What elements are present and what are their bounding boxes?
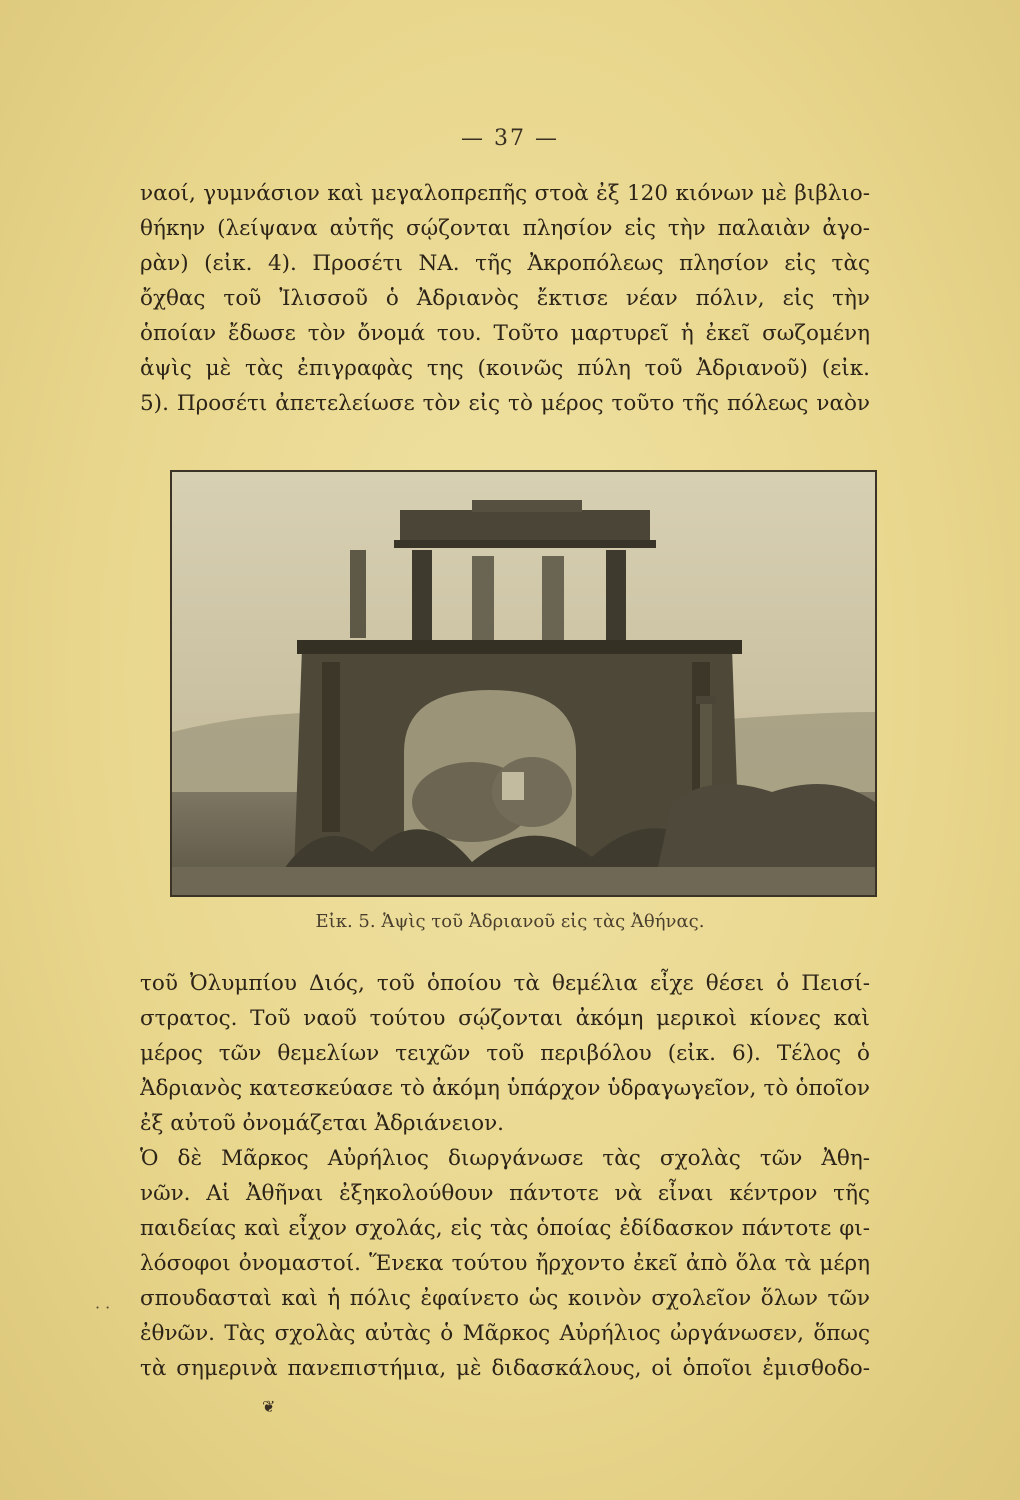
text-line: λόσοφοι ὀνομαστοί. Ἕνεκα τούτου ἤρχοντο ἐκεῖ ἀπὸ ὅλα τὰ μέρη (140, 1251, 870, 1276)
arch-photo-illustration (172, 472, 875, 895)
text-line: σπουδασταὶ καὶ ἡ πόλις ἐφαίνετο ὡς κοινὸν σχολεῖον ὅλων τῶν (140, 1286, 870, 1311)
text-line: ὄχθας τοῦ Ἰλισσοῦ ὁ Ἀδριανὸς ἔκτισε νέαν πόλιν, εἰς τὴν (140, 286, 870, 311)
figure-caption: Εἰκ. 5. Ἁψὶς τοῦ Ἀδριανοῦ εἰς τὰς Ἀθήνας. (315, 911, 705, 932)
text-line: ρὰν) (εἰκ. 4). Προσέτι ΝΑ. τῆς Ἀκροπόλεως πλησίον εἰς τὰς (140, 251, 870, 276)
text-line: 5). Προσέτι ἀπετελείωσε τὸν εἰς τὸ μέρος τοῦτο τῆς πόλεως ναὸν (140, 391, 870, 416)
text-line: μέρος τῶν θεμελίων τειχῶν τοῦ περιβόλου (εἰκ. 6). Τέλος ὁ (140, 1041, 870, 1066)
text-line: τὰ σημερινὰ πανεπιστήμια, μὲ διδασκάλους, οἱ ὁποῖοι ἐμισθοδο- (140, 1356, 870, 1381)
text-line: τοῦ Ὀλυμπίου Διός, τοῦ ὁποίου τὰ θεμέλια εἶχε θέσει ὁ Πεισί- (140, 971, 870, 996)
text-line: Ἀδριανὸς κατεσκεύασε τὸ ἀκόμη ὑπάρχον ὑδραγωγεῖον, τὸ ὁποῖον (140, 1076, 870, 1101)
text-line: θήκην (λείψανα αὐτῆς σῴζονται πλησίον εἰς τὴν παλαιὰν ἀγο- (140, 216, 870, 241)
text-line: ὁποίαν ἔδωσε τὸν ὄνομά του. Τοῦτο μαρτυρεῖ ἡ ἐκεῖ σωζομένη (140, 321, 870, 346)
text-line: στρατος. Τοῦ ναοῦ τούτου σῴζονται ἀκόμη μερικοὶ κίονες καὶ (140, 1006, 870, 1031)
text-line: Ὁ δὲ Μᾶρκος Αὐρήλιος διωργάνωσε τὰς σχολὰς τῶν Ἀθη- (140, 1146, 870, 1171)
paragraph-1 (140, 176, 870, 421)
page-number: — 37 — (461, 126, 559, 151)
text-line: ἁψὶς μὲ τὰς ἐπιγραφὰς της (κοινῶς πύλη τοῦ Ἀδριανοῦ) (εἰκ. (140, 356, 870, 381)
text-line: ἐθνῶν. Τὰς σχολὰς αὐτὰς ὁ Μᾶρκος Αὐρήλιος ὠργάνωσεν, ὅπως (140, 1321, 870, 1346)
text-line: παιδείας καὶ εἶχον σχολάς, εἰς τὰς ὁποίας ἐδίδασκον πάντοτε φι- (140, 1216, 870, 1241)
text-line: ναοί, γυμνάσιον καὶ μεγαλοπρεπῆς στοὰ ἐξ 120 κιόνων μὲ βιβλιο- (140, 181, 870, 206)
paragraph-2 (140, 966, 870, 1386)
text-line: νῶν. Αἱ Ἀθῆναι ἐξηκολούθουν πάντοτε νὰ εἶναι κέντρον τῆς (140, 1181, 870, 1206)
arch-of-hadrian-photo (170, 470, 877, 897)
printer-ornament-icon: ❦ (262, 1397, 276, 1416)
margin-mark: · · (95, 1298, 111, 1317)
text-line: ἐξ αὐτοῦ ὀνομάζεται Ἀδριάνειον. (140, 1111, 505, 1136)
